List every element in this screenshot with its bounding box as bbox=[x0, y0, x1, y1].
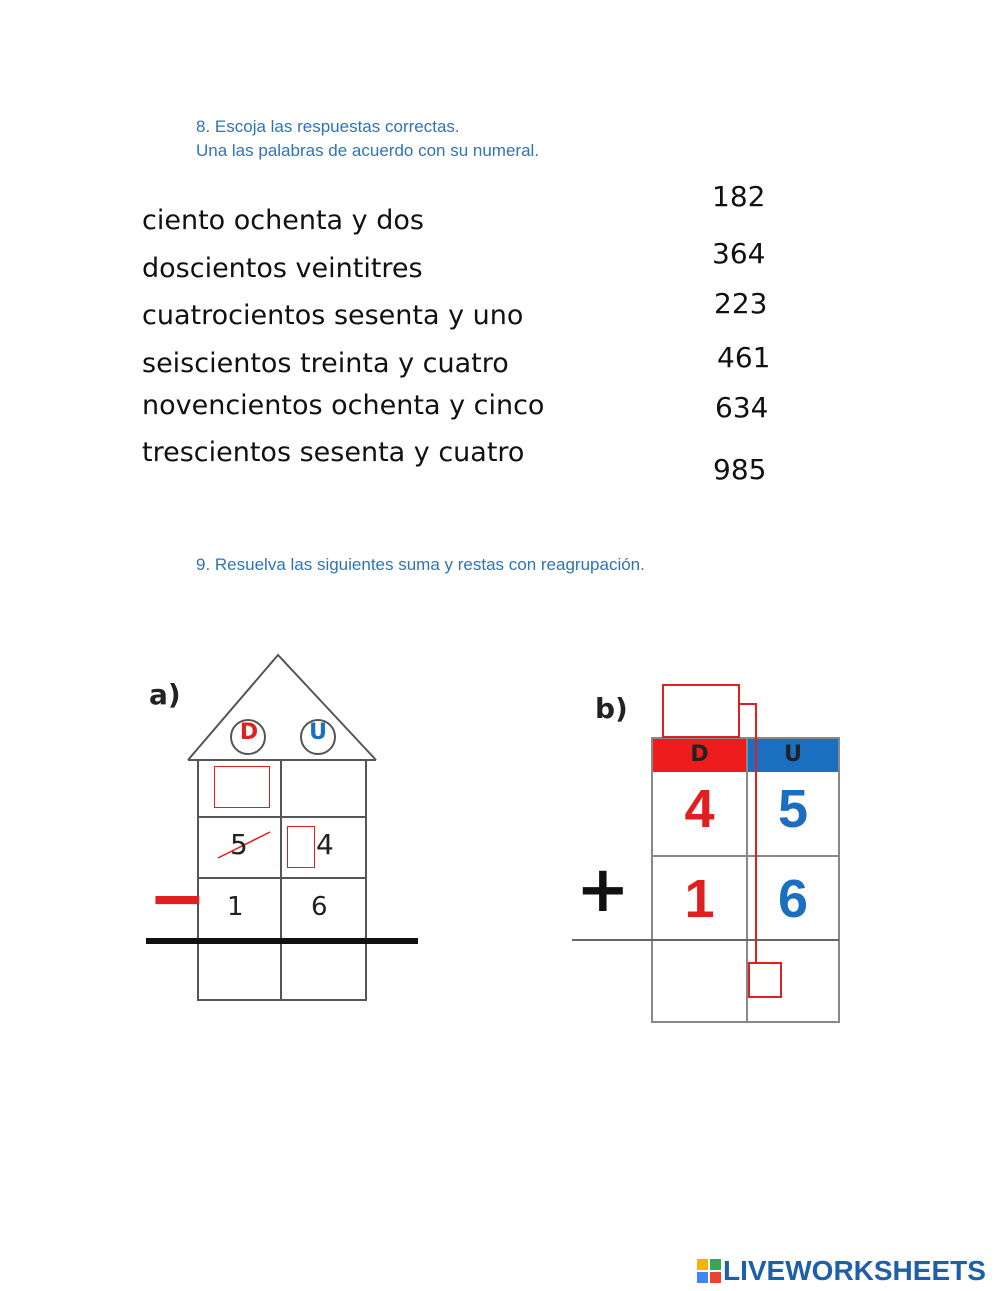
digit-top-d: 5 bbox=[230, 828, 248, 861]
exercise-b-label: b) bbox=[595, 692, 628, 725]
result-d-input[interactable] bbox=[204, 950, 274, 994]
word-item[interactable]: doscientos veintitres bbox=[142, 253, 423, 284]
digit-top-u: 5 bbox=[777, 779, 809, 839]
word-item[interactable]: ciento ochenta y dos bbox=[142, 205, 424, 236]
word-item[interactable]: cuatrocientos sesenta y uno bbox=[142, 300, 524, 331]
digit-top-d: 4 bbox=[684, 779, 715, 839]
numeral-item[interactable]: 461 bbox=[717, 341, 771, 374]
digit-bottom-d: 1 bbox=[227, 892, 244, 922]
numeral-item[interactable]: 223 bbox=[714, 287, 768, 320]
numeral-item[interactable]: 985 bbox=[713, 453, 767, 486]
digit-bottom-u: 6 bbox=[311, 892, 328, 922]
numeral-item[interactable]: 364 bbox=[712, 237, 766, 270]
carry-answer-box[interactable] bbox=[214, 766, 270, 808]
carry-answer-box[interactable] bbox=[662, 684, 740, 738]
plus-sign: + bbox=[576, 853, 630, 927]
exercise-a-label: a) bbox=[149, 678, 181, 711]
column-u-label: U bbox=[309, 720, 327, 745]
logo-icon bbox=[697, 1259, 721, 1283]
digit-bottom-u: 6 bbox=[777, 869, 809, 929]
numeral-item[interactable]: 634 bbox=[715, 391, 769, 424]
word-item[interactable]: trescientos sesenta y cuatro bbox=[142, 437, 525, 468]
column-d-label: D bbox=[239, 720, 259, 745]
word-item[interactable]: seiscientos treinta y cuatro bbox=[142, 348, 509, 379]
question-8-title: 8. Escoja las respuestas correctas. bbox=[196, 117, 460, 136]
liveworksheets-logo bbox=[697, 1255, 986, 1286]
question-8-subtitle: Una las palabras de acuerdo con su numeral. bbox=[196, 141, 540, 160]
minus-sign: − bbox=[148, 857, 207, 939]
result-u-answer-box[interactable] bbox=[748, 962, 782, 998]
digit-bottom-d: 1 bbox=[684, 869, 715, 929]
regroup-answer-box[interactable] bbox=[287, 826, 315, 868]
column-d-header: D bbox=[690, 742, 709, 767]
numeral-item[interactable]: 182 bbox=[712, 180, 766, 213]
brand-name: LIVEWORKSHEETS bbox=[723, 1255, 986, 1286]
digit-top-u: 4 bbox=[316, 828, 334, 861]
result-d-input[interactable] bbox=[660, 948, 740, 1014]
exercise-a bbox=[140, 640, 440, 1020]
question-9-title: 9. Resuelva las siguientes suma y restas con reagrupación. bbox=[196, 555, 645, 574]
exercise-b bbox=[570, 680, 850, 1030]
column-u-header: U bbox=[784, 742, 802, 767]
result-u-input[interactable] bbox=[288, 950, 358, 994]
word-item[interactable]: novencientos ochenta y cinco bbox=[142, 390, 545, 421]
